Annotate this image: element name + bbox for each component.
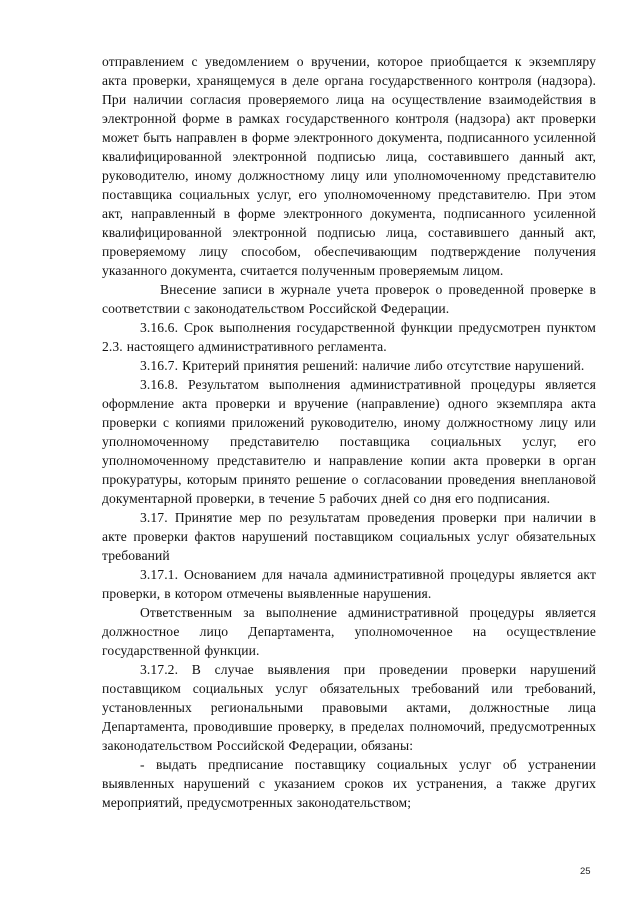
paragraph-journal-entry: Внесение записи в журнале учета проверок о проведенной проверке в соответствии с законодательством Российской Федерации. [102, 282, 596, 316]
paragraph-3-16-6: 3.16.6. Срок выполнения государственной функции предусмотрен пунктом 2.3. настоящего административного регламента. [102, 320, 596, 354]
paragraph-3-17-2: 3.17.2. В случае выявления при проведении проверки нарушений поставщиком социальных услуг обязательных требований или требований, установленных региональными правовыми актами, должностные лица Департамента, проводившие проверку, в пределах полномочий, предусмотренных законодательством Российской Федерации, обязаны: [102, 662, 596, 753]
paragraph-3-16-7: 3.16.7. Критерий принятия решений: наличие либо отсутствие нарушений. [140, 358, 585, 373]
paragraph-delivery-notice: отправлением с уведомлением о вручении, которое приобщается к экземпляру акта проверки, хранящемуся в деле органа государственного контроля (надзора). При наличии согласия проверяемого лица на осуществление взаимодействия в электронной форме в рамках государственного контроля (надзора) акт проверки может быть направлен в форме электронного документа, подписанного усиленной квалифицированной электронной подписью лица, составившего данный акт, руководителю, иному должностному лицу или уполномоченному представителю поставщика социальных услуг, его уполномоченному представителю. При этом акт, направленный в форме электронного документа, подписанного усиленной квалифицированной электронной подписью лица, составившего данный акт, проверяемому лицу способом, обеспечивающим подтверждение получения указанного документа, считается полученным проверяемым лицом. [102, 54, 596, 278]
page-number: 25 [580, 866, 591, 877]
paragraph-3-17-1: 3.17.1. Основанием для начала административной процедуры является акт проверки, в котором отмечены выявленные нарушения. [102, 567, 596, 601]
document-body [102, 52, 596, 812]
paragraph-3-17: 3.17. Принятие мер по результатам проведения проверки при наличии в акте проверки фактов нарушений поставщиком социальных услуг обязательных требований [102, 510, 596, 563]
list-item-prescription: - выдать предписание поставщику социальных услуг об устранении выявленных нарушений с указанием сроков их устранения, а также других мероприятий, предусмотренных законодательством; [102, 757, 596, 810]
paragraph-3-16-8: 3.16.8. Результатом выполнения административной процедуры является оформление акта проверки и вручение (направление) одного экземпляра акта проверки с копиями приложений руководителю, иному должностному лицу или уполномоченному представителю поставщика социальных услуг, его уполномоченному представителю и направление копии акта проверки в орган прокуратуры, которым принято решение о согласовании проведения внеплановой документарной проверки, в течение 5 рабочих дней со дня его подписания. [102, 377, 596, 506]
paragraph-responsible: Ответственным за выполнение административной процедуры является должностное лицо Департамента, уполномоченное на осуществление государственной функции. [102, 605, 596, 658]
